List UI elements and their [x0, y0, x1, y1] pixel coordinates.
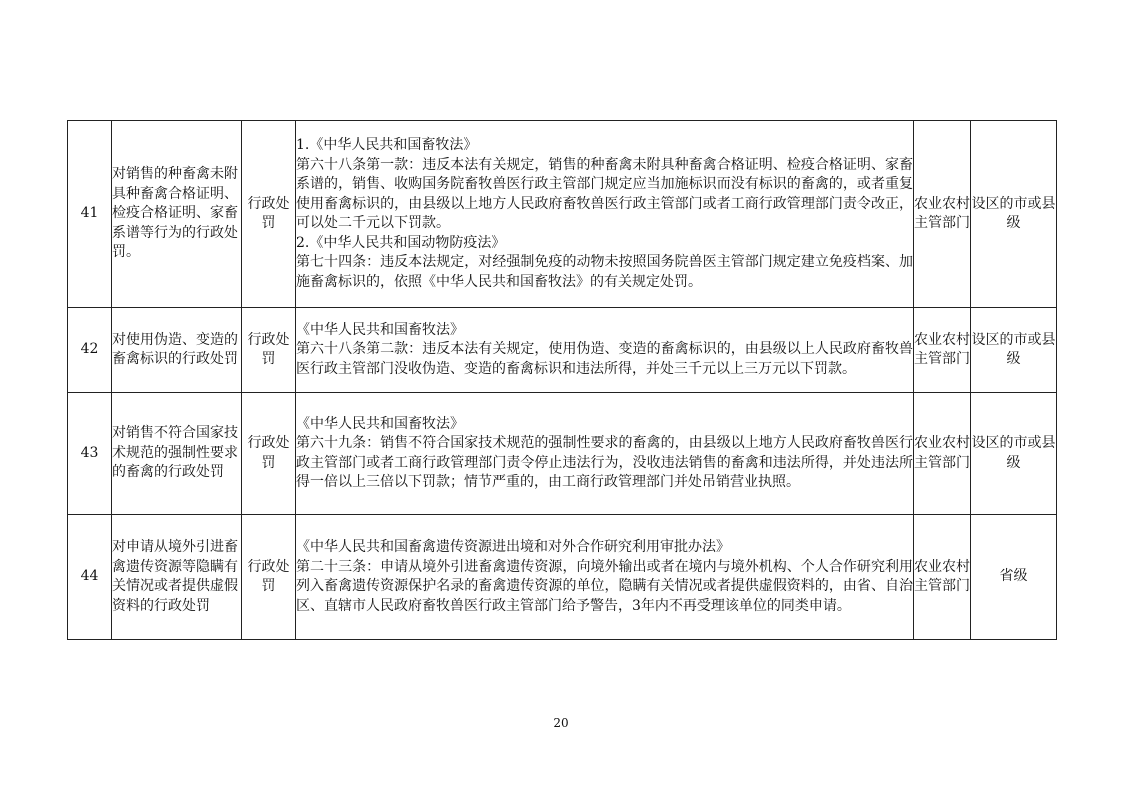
- penalty-table: [67, 120, 1057, 640]
- basis-line: 第二十三条：申请从境外引进畜禽遗传资源，向境外输出或者在境内与境外机构、个人合作研究利用列入畜禽遗传资源保护名录的畜禽遗传资源的单位，隐瞒有关情况或者提供虚假资料的，由省、自治区、直辖市人民政府畜牧兽医行政主管部门给予警告，3年内不再受理该单位的同类申请。: [296, 558, 913, 614]
- basis-line: 《中华人民共和国畜禽遗传资源进出境和对外合作研究利用审批办法》: [296, 539, 730, 555]
- legal-basis: [296, 308, 914, 393]
- row-number: 43: [68, 393, 112, 515]
- row-number: 42: [68, 308, 112, 393]
- basis-line: 1.《中华人民共和国畜牧法》: [296, 137, 478, 153]
- legal-basis: [296, 393, 914, 515]
- table-row: [68, 121, 1057, 308]
- legal-basis: [296, 515, 914, 640]
- responsible-dept: 农业农村主管部门: [914, 308, 971, 393]
- basis-line: 《中华人民共和国畜牧法》: [296, 415, 464, 432]
- basis-line: 2.《中华人民共和国动物防疫法》: [296, 234, 506, 251]
- table-row: [68, 393, 1057, 515]
- basis-line: 《中华人民共和国畜牧法》: [296, 321, 464, 338]
- table-row: [68, 515, 1057, 640]
- legal-basis: [296, 121, 914, 308]
- item-type: 行政处罚: [242, 393, 296, 515]
- item-type: 行政处罚: [242, 308, 296, 393]
- item-name: 对使用伪造、变造的畜禽标识的行政处罚: [112, 308, 242, 393]
- admin-level: 设区的市或县级: [971, 393, 1057, 515]
- admin-level: 省级: [971, 515, 1057, 640]
- admin-level: 设区的市或县级: [971, 121, 1057, 308]
- basis-line: 第六十九条：销售不符合国家技术规范的强制性要求的畜禽的，由县级以上地方人民政府畜牧兽医行政主管部门或者工商行政管理部门责令停止违法行为，没收违法销售的畜禽和违法所得，并处违法所得一倍以上三倍以下罚款；情节严重的，由工商行政管理部门并处吊销营业执照。: [296, 435, 913, 490]
- responsible-dept: 农业农村主管部门: [914, 121, 971, 308]
- responsible-dept: 农业农村主管部门: [914, 393, 971, 515]
- item-name: 对申请从境外引进畜禽遗传资源等隐瞒有关情况或者提供虚假资料的行政处罚: [112, 515, 242, 640]
- row-number: 44: [68, 515, 112, 640]
- item-name: 对销售不符合国家技术规范的强制性要求的畜禽的行政处罚: [112, 393, 242, 515]
- page-number: 20: [553, 716, 569, 730]
- item-type: 行政处罚: [242, 515, 296, 640]
- responsible-dept: 农业农村主管部门: [914, 515, 971, 640]
- admin-level: 设区的市或县级: [971, 308, 1057, 393]
- basis-line: 第六十八条第二款：违反本法有关规定，使用伪造、变造的畜禽标识的，由县级以上人民政府畜牧兽医行政主管部门没收伪造、变造的畜禽标识和违法所得，并处三千元以上三万元以下罚款。: [296, 341, 913, 377]
- basis-line: 第七十四条：违反本法规定，对经强制免疫的动物未按照国务院兽医主管部门规定建立免疫档案、加施畜禽标识的，依照《中华人民共和国畜牧法》的有关规定处罚。: [296, 254, 913, 290]
- row-number: 41: [68, 121, 112, 308]
- table-row: [68, 308, 1057, 393]
- item-type: 行政处罚: [242, 121, 296, 308]
- item-name: 对销售的种畜禽未附具种畜禽合格证明、检疫合格证明、家畜系谱等行为的行政处罚。: [112, 121, 242, 308]
- basis-line: 第六十八条第一款：违反本法有关规定，销售的种畜禽未附具种畜禽合格证明、检疫合格证明、家畜系谱的，销售、收购国务院畜牧兽医行政主管部门规定应当加施标识而没有标识的畜禽的，或者重复使用畜禽标识的，由县级以上地方人民政府畜牧兽医行政主管部门或者工商行政管理部门责令改正，可以处二千元以下罚款。: [296, 156, 913, 231]
